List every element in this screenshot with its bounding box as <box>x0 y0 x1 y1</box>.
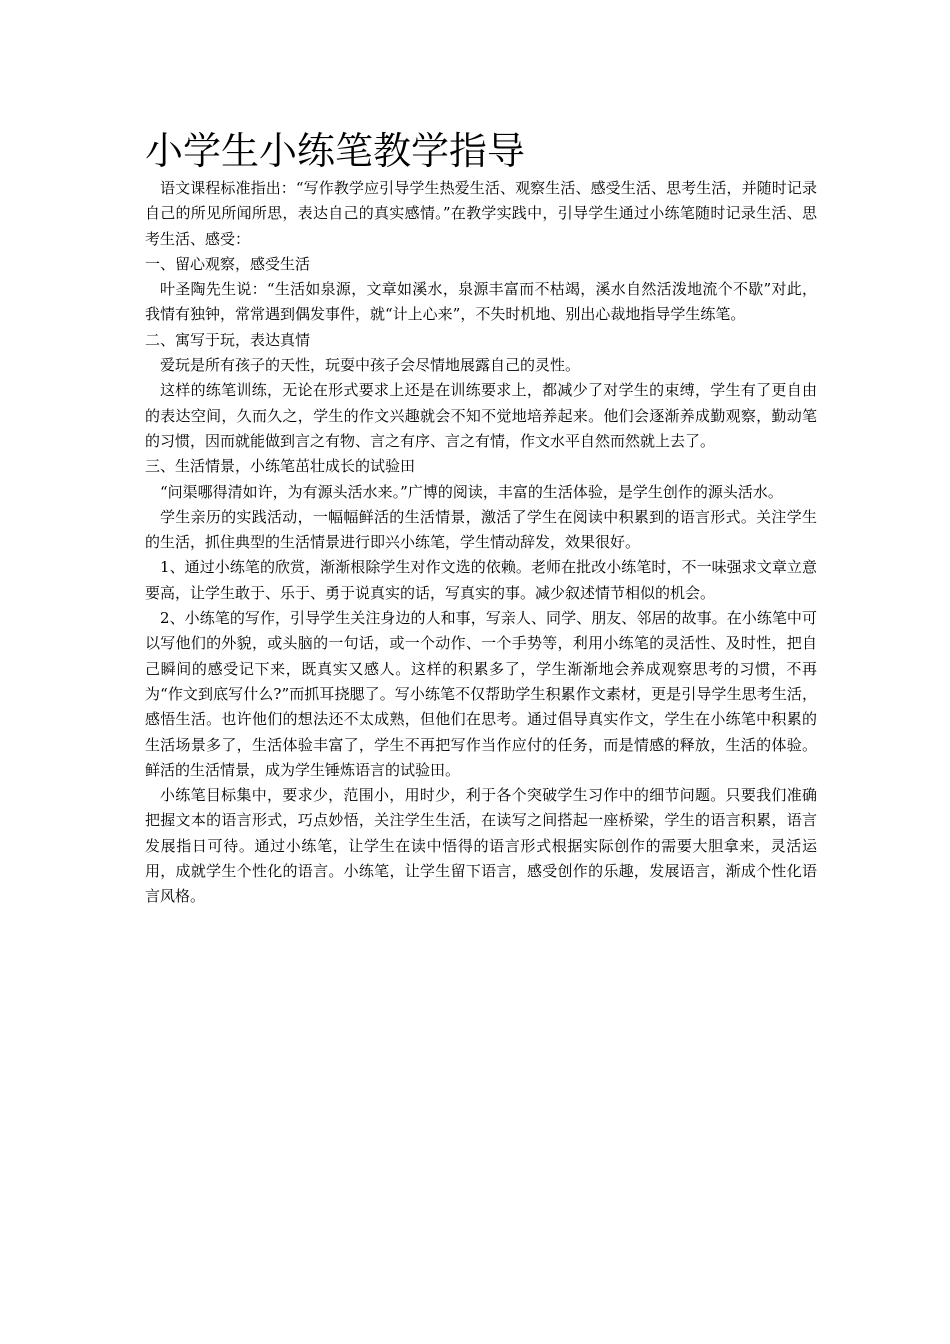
body-paragraph: 叶圣陶先生说：“生活如泉源，文章如溪水，泉源丰富而不枯竭，溪水自然活泼地流个不歇”对此，我情有独钟，常常遇到偶发事件，就“计上心来”，不失时机地、别出心裁地指导学生练笔。 <box>145 280 817 324</box>
body-paragraph: 爱玩是所有孩子的天性，玩耍中孩子会尽情地展露自己的灵性。 <box>160 356 581 375</box>
body-paragraph: 小练笔目标集中，要求少，范围小，用时少，利于各个突破学生习作中的细节问题。只要我们准确把握文本的语言形式，巧点妙悟，关注学生生活，在读写之间搭起一座桥梁，学生的语言积累，语言发展指日可待。通过小练笔，让学生在读中悟得的语言形式根据实际创作的需要大胆拿来，灵活运用，成就学生个性化的语言。小练笔，让学生留下语言，感受创作的乐趣，发展语言，渐成个性化语言风格。 <box>145 786 817 906</box>
document-title: 小学生小练笔教学指导 <box>145 129 526 173</box>
section-heading: 一、留心观察，感受生活 <box>145 254 311 273</box>
body-paragraph: 这样的练笔训练，无论在形式要求上还是在训练要求上，都减少了对学生的束缚，学生有了更自由的表达空间，久而久之，学生的作文兴趣就会不知不觉地培养起来。他们会逐渐养成勤观察，勤动笔的习惯，因而就能做到言之有物、言之有序、言之有情，作文水平自然而然就上去了。 <box>145 381 817 450</box>
document-body <box>145 176 817 910</box>
section-heading: 三、生活情景，小练笔茁壮成长的试验田 <box>145 457 416 476</box>
body-paragraph: 学生亲历的实践活动，一幅幅鲜活的生活情景，激活了学生在阅读中积累到的语言形式。关注学生的生活，抓住典型的生活情景进行即兴小练笔，学生情动辞发，效果很好。 <box>145 507 817 552</box>
body-paragraph: 2、小练笔的写作，引导学生关注身边的人和事，写亲人、同学、朋友、邻居的故事。在小练笔中可以写他们的外貌，或头脑的一句话，或一个动作、一个手势等，利用小练笔的灵活性、及时性，把自己瞬间的感受记下来，既真实又感人。这样的积累多了，学生渐渐地会养成观察思考的习惯，不再为“作文到底写什么?”而抓耳挠腮了。写小练笔不仅帮助学生积累作文素材，更是引导学生思考生活，感悟生活。也许他们的想法还不太成熟，但他们在思考。通过倡导真实作文，学生在小练笔中积累的生活场景多了，生活体验丰富了，学生不再把写作当作应付的任务，而是情感的释放，生活的体验。鲜活的生活情景，成为学生锤炼语言的试验田。 <box>145 609 817 779</box>
section-heading: 二、寓写于玩，表达真情 <box>145 330 311 349</box>
body-paragraph: 语文课程标准指出：“写作教学应引导学生热爱生活、观察生活、感受生活、思考生活，并随时记录自己的所见所闻所思，表达自己的真实感情。”在教学实践中，引导学生通过小练笔随时记录生活、思考生活、感受： <box>145 179 817 248</box>
body-paragraph: “问渠哪得清如许，为有源头活水来。”广博的阅读，丰富的生活体验，是学生创作的源头活水。 <box>160 482 783 501</box>
document-page <box>145 128 817 910</box>
body-paragraph: 1、通过小练笔的欣赏，渐渐根除学生对作文选的依赖。老师在批改小练笔时，不一味强求文章立意要高，让学生敢于、乐于、勇于说真实的话，写真实的事。减少叙述情节相似的机会。 <box>145 558 817 602</box>
